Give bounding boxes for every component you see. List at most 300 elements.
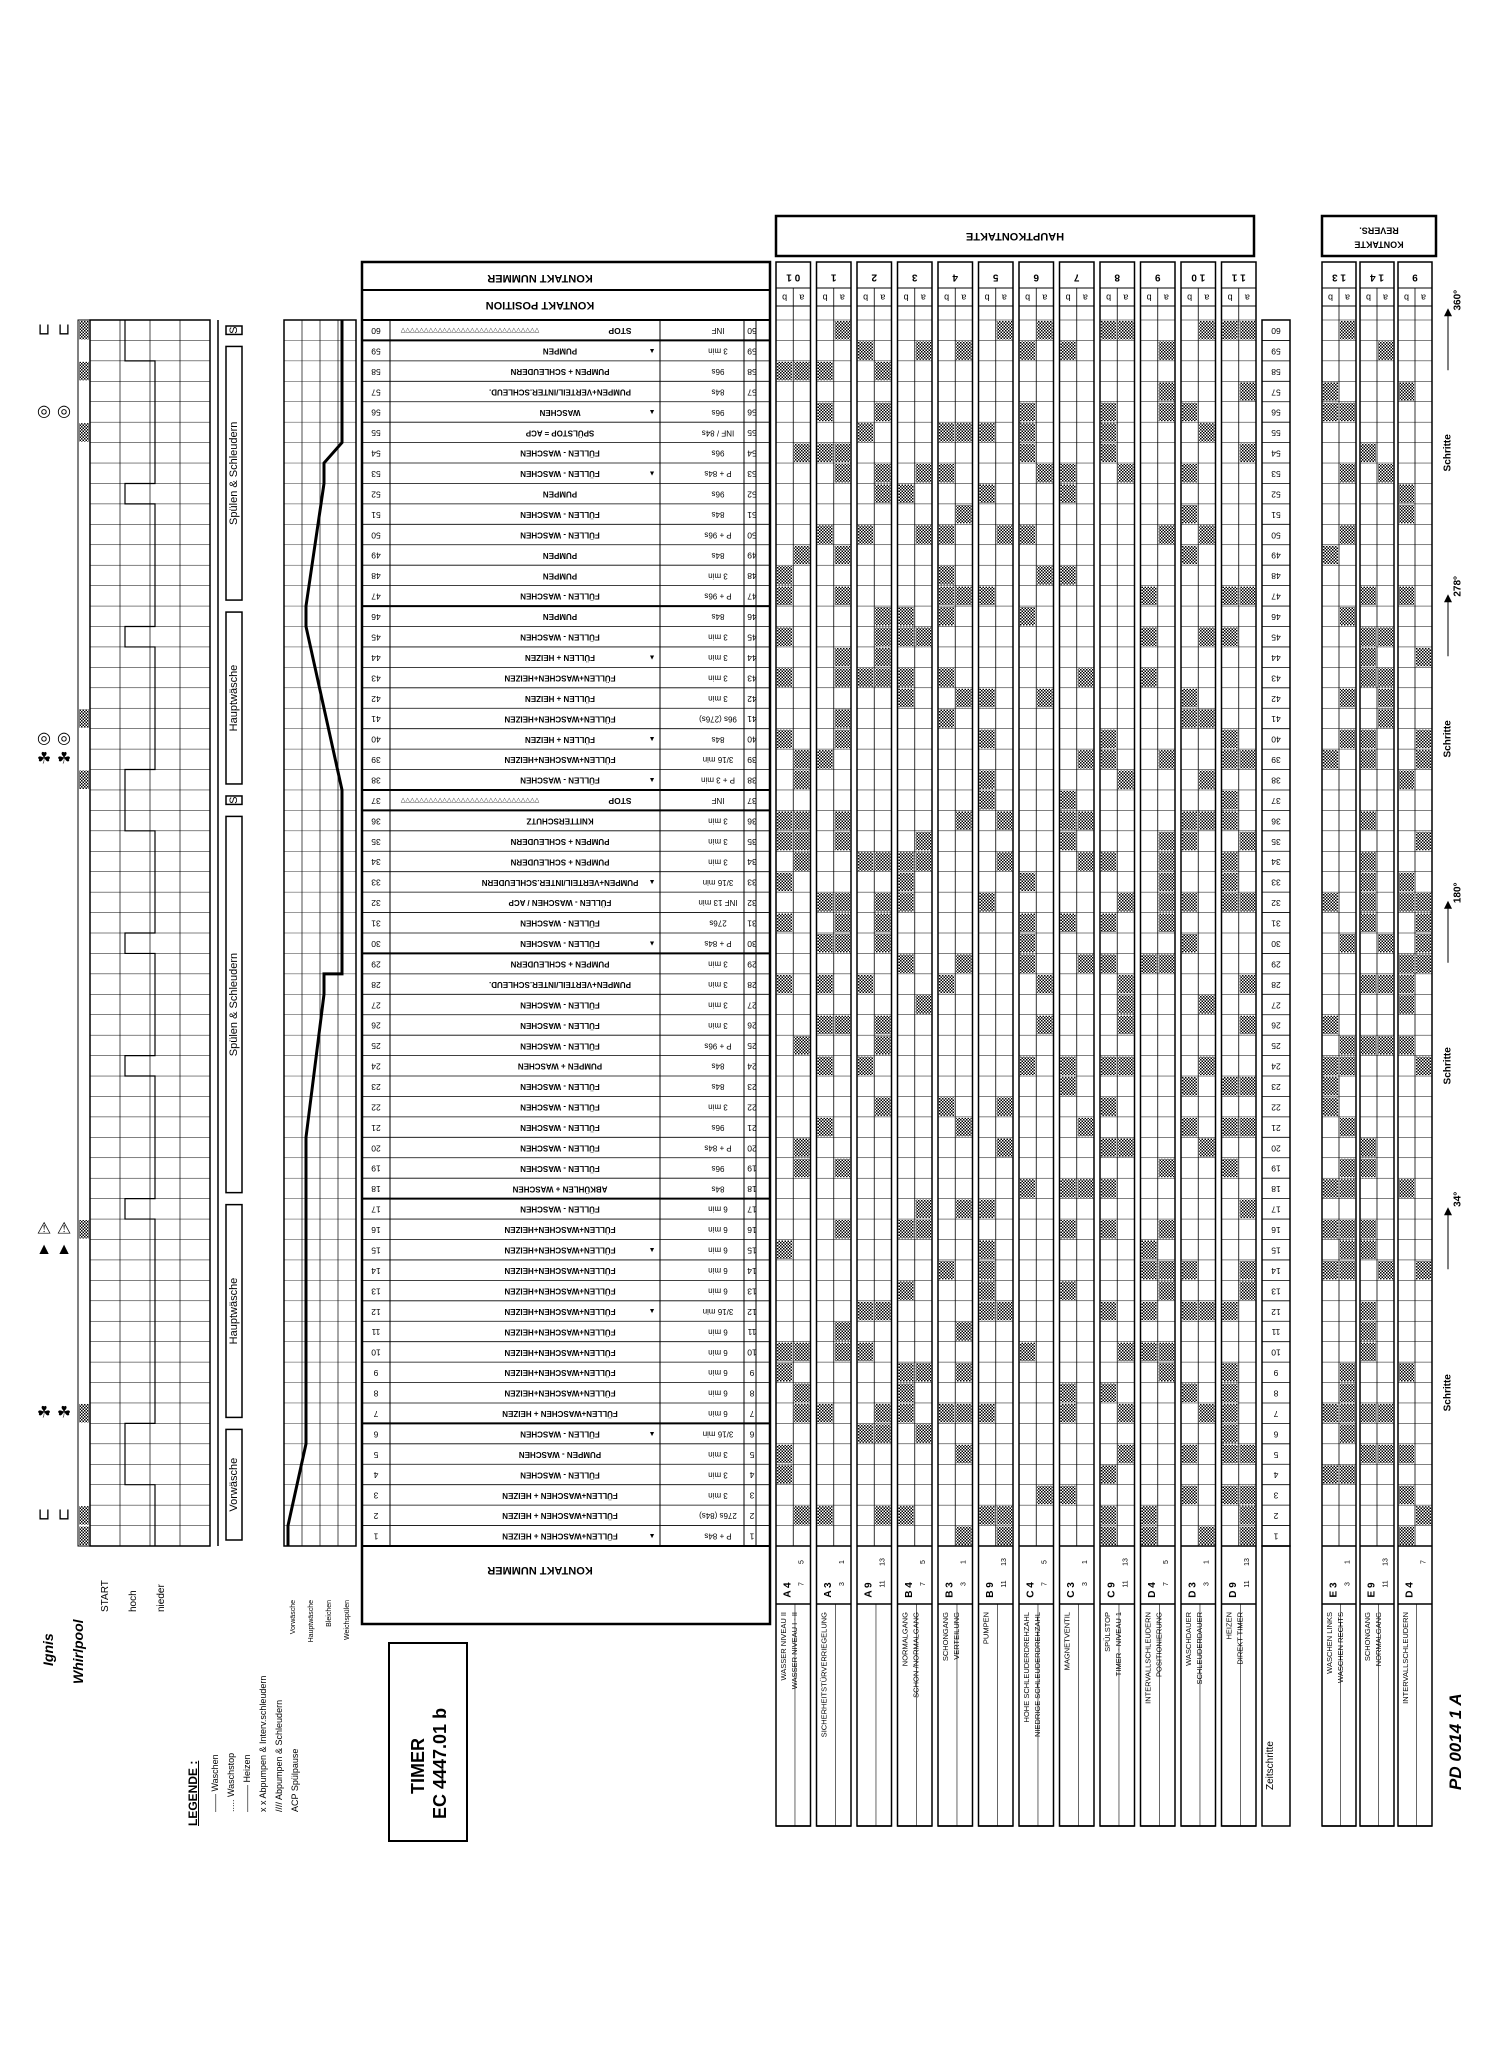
contact-closed-cell [1240,1281,1255,1299]
contact-closed-cell [1399,484,1414,502]
contact-closed-cell [875,1302,890,1320]
contact-closed-cell [899,689,914,707]
pin-number: 5 [1041,1560,1049,1564]
temperature-icon: ▲ [56,1240,72,1258]
phase-selector-label: Hauptwäsche [307,1600,315,1643]
contact-closed-cell [1399,873,1414,891]
step-operation: PUMPEN + WASCHEN [517,1061,603,1071]
contact-closed-cell [794,546,809,564]
contact-closed-cell [1142,1241,1157,1259]
step-number: 60 [371,325,381,336]
step-number: 29 [371,959,381,970]
revers-contact-num: 9 [1412,271,1418,283]
pin-number: 3 [839,1582,847,1586]
contact-closed-cell [1118,1057,1133,1075]
step-operation: FÜLLEN - WASCHEN [520,918,600,928]
ab-label: b [1187,292,1193,303]
step-number: 26 [371,1020,381,1031]
step-operation: PUMPEN + SCHLEUDERN [510,959,610,969]
step-number-right: 17 [1271,1204,1281,1215]
contact-closed-cell [980,1404,995,1422]
step-number-position: 31 [747,918,757,929]
step-number: 44 [371,652,381,663]
ab-label: a [1420,292,1427,303]
contact-closed-cell [1399,587,1414,605]
step-number-position: 47 [747,591,757,602]
contact-closed-cell [1199,709,1214,727]
step-time: 6 min [708,1368,728,1378]
contact-closed-cell [1061,484,1076,502]
contact-closed-cell [835,464,850,482]
contact-closed-cell [939,1097,954,1115]
step-number-position: 59 [747,346,757,357]
contact-closed-cell [1416,914,1431,932]
step-number-right: 50 [1271,530,1281,541]
brand-whirlpool: Whirlpool [70,1619,86,1684]
main-contact-num: 5 [992,271,999,283]
pin-number: 13 [1382,1558,1390,1566]
contact-closed-cell [875,1506,890,1524]
contact-closed-cell [1061,341,1076,359]
zeitschritte-label: Zeitschritte [1265,1741,1276,1790]
contact-closed-cell [1340,1261,1355,1279]
pin-number: 13 [1122,1558,1130,1566]
step-number-right: 14 [1271,1265,1281,1276]
contact-closed-cell [956,1363,971,1381]
step-number-position: 17 [747,1204,757,1215]
step-operation: PUMPEN - WASCHEN [518,1449,602,1459]
step-operation: FÜLLEN+WASCHEN + HEIZEN [502,1511,618,1521]
contact-closed-cell [1159,382,1174,400]
pin-number: 11 [1001,1580,1009,1588]
contact-closed-cell [835,914,850,932]
step-number: 14 [371,1265,381,1276]
legend-title: LEGENDE : [186,1760,200,1826]
contact-closed-cell [777,628,792,646]
contact-closed-cell [980,1302,995,1320]
contact-closed-cell [1159,1281,1174,1299]
step-operation: FÜLLEN - WASCHEN [520,469,600,479]
contact-closed-cell [1159,403,1174,421]
contact-closed-cell [1378,709,1393,727]
contact-closed-cell [1061,811,1076,829]
angle-arrow-head [1444,1207,1452,1215]
phase-band-label: S [227,326,240,334]
pin-number: 11 [879,1580,887,1588]
step-time: 3 min [708,959,728,969]
contact-closed-cell [1240,444,1255,462]
contact-closed-cell [875,403,890,421]
step-number-right: 24 [1271,1061,1281,1072]
contact-closed-cell [1361,1343,1376,1361]
contact-closed-cell [1101,954,1116,972]
step-operation: FÜLLEN+WASCHEN+HEIZEN [504,755,616,765]
ab-label: b [863,292,869,303]
contact-closed-cell [794,832,809,850]
ab-label: a [880,292,886,303]
step-time: 3/16 min [702,1306,734,1316]
step-number-position: 50 [747,530,757,541]
contact-closed-cell [1182,934,1197,952]
main-contact-label: SCHON-/NORMALGANG [911,1612,921,1698]
step-operation: PUMPEN + SCHLEUDERN [510,836,610,846]
ab-label: b [1403,292,1410,303]
contact-closed-cell [1323,1179,1338,1197]
step-time: 3 min [708,857,728,867]
contact-closed-cell [899,1363,914,1381]
contact-closed-cell [1223,1404,1238,1422]
step-number-right: 22 [1271,1102,1281,1113]
revers-contact-label: INTERVALLSCHLEUDERN [1400,1612,1410,1704]
step-number-position: 37 [747,795,757,806]
contact-closed-cell [899,668,914,686]
contact-closed-cell [980,587,995,605]
step-number-right: 60 [1271,325,1281,336]
contact-closed-cell [858,668,873,686]
contact-closed-cell [997,1506,1012,1524]
step-number: 18 [371,1184,381,1195]
contact-closed-cell [1378,1036,1393,1054]
contact-closed-cell [1020,444,1035,462]
contact-closed-cell [835,893,850,911]
angle-label: 34° [1452,1191,1464,1207]
step-number-position: 24 [747,1061,757,1072]
step-time: 3 min [708,346,728,356]
contact-closed-cell [1182,1302,1197,1320]
contact-closed-cell [1323,1220,1338,1238]
contact-closed-cell [1118,464,1133,482]
contact-closed-cell [818,362,833,380]
step-number: 42 [371,693,381,704]
ab-label: a [1082,292,1088,303]
contact-closed-cell [1399,1486,1414,1504]
contact-closed-cell [1378,1404,1393,1422]
step-number: 38 [371,775,381,786]
ab-label: a [1344,292,1351,303]
contact-closed-cell [899,954,914,972]
step-number-position: 29 [747,959,757,970]
phase-band-label: Spülen & Schleudern [227,421,240,525]
step-number: 50 [371,530,381,541]
contact-closed-cell [875,628,890,646]
contact-closed-cell [956,423,971,441]
contact-closed-cell [1399,382,1414,400]
contact-closed-cell [794,1138,809,1156]
main-contact-num: 6 [1033,271,1040,283]
contact-closed-cell [875,1097,890,1115]
step-time: 3 min [708,632,728,642]
step-time: 6 min [708,1245,728,1255]
contact-closed-cell [777,873,792,891]
step-time: 84s [711,612,725,622]
contact-closed-cell [1061,1486,1076,1504]
contact-closed-cell [939,525,954,543]
contact-closed-cell [1323,1404,1338,1422]
timer-label: TIMER [408,1738,428,1794]
main-contact-label: SCHLEUDERDAUER [1194,1612,1204,1685]
contact-closed-cell [1240,587,1255,605]
contact-closed-cell [1361,852,1376,870]
contact-closed-cell [1182,1118,1197,1136]
step-number-position: 15 [747,1245,757,1256]
step-number: 2 [373,1511,379,1522]
step-time: 3 min [708,1102,728,1112]
contact-closed-cell [980,893,995,911]
step-number-right: 58 [1271,366,1281,377]
step-time: INF [711,796,725,806]
schritte-label: Schritte [1442,720,1454,758]
step-number-right: 45 [1271,632,1281,643]
contact-closed-cell [899,628,914,646]
ab-label: a [1163,292,1169,303]
contact-closed-cell [980,730,995,748]
main-contact-code: D 3 [1187,1582,1199,1598]
contact-closed-cell [1020,341,1035,359]
contact-closed-cell [818,750,833,768]
contact-closed-cell [1399,505,1414,523]
contact-closed-cell [1199,1138,1214,1156]
contact-closed-cell [1240,1486,1255,1504]
contact-closed-cell [1020,934,1035,952]
step-operation: FÜLLEN+WASCHEN+HEIZEN [504,1266,616,1276]
contact-closed-cell [1159,1159,1174,1177]
contact-closed-cell [956,1527,971,1545]
step-operation: FÜLLEN+WASCHEN+HEIZEN [504,1245,616,1255]
step-number-position: 33 [747,877,757,888]
step-operation: PUMPEN + SCHLEUDERN [510,857,610,867]
contact-closed-cell [1182,1261,1197,1279]
step-operation: FÜLLEN - WASCHEN [520,510,600,520]
contact-closed-cell [875,852,890,870]
contact-closed-cell [1118,1138,1133,1156]
step-time: 3 min [708,1020,728,1030]
ab-label: b [1365,292,1372,303]
contact-closed-cell [835,668,850,686]
main-contact-num: 0 1 [786,271,801,283]
contact-closed-cell [1240,1261,1255,1279]
timer-model: EC 4447.01 b [430,1707,450,1819]
step-time: 6 min [708,1225,728,1235]
main-contact-label: NORMALGANG [900,1612,910,1667]
ab-label: b [822,292,828,303]
step-number-right: 33 [1271,877,1281,888]
contact-closed-cell [858,525,873,543]
contact-closed-cell [1061,791,1076,809]
pin-number: 7 [1420,1560,1428,1564]
contact-closed-cell [818,1057,833,1075]
step-number-right: 9 [1273,1368,1279,1379]
icon-marker-cell [79,709,89,727]
step-number: 39 [371,755,381,766]
contact-closed-cell [1240,832,1255,850]
contact-closed-cell [939,709,954,727]
contact-closed-cell [956,587,971,605]
acp-icon: ◎ [37,403,51,421]
step-number: 15 [371,1245,381,1256]
step-number: 8 [373,1388,379,1399]
contact-closed-cell [1378,1445,1393,1463]
pin-number: 7 [1163,1582,1171,1586]
ab-label: b [782,292,788,303]
contact-closed-cell [1101,852,1116,870]
contact-closed-cell [1020,423,1035,441]
contact-closed-cell [875,464,890,482]
ab-label: a [1042,292,1048,303]
step-number-position: 9 [749,1368,755,1379]
pin-number: 7 [798,1582,806,1586]
contact-closed-cell [1101,423,1116,441]
contact-closed-cell [858,852,873,870]
angle-arrow-head [1444,594,1452,602]
step-time: P + 84s [704,1143,732,1153]
contact-closed-cell [1340,1179,1355,1197]
contact-closed-cell [980,1261,995,1279]
contact-closed-cell [1323,1057,1338,1075]
step-number: 25 [371,1041,381,1052]
step-number-position: 54 [747,448,757,459]
contact-closed-cell [997,811,1012,829]
step-number: 40 [371,734,381,745]
step-number-right: 55 [1271,428,1281,439]
step-number-right: 18 [1271,1184,1281,1195]
step-marker: ▲ [648,469,656,477]
phase-band-label: Vorwäsche [227,1457,240,1512]
ab-label: a [1204,292,1210,303]
step-operation: FÜLLEN+WASCHEN+HEIZEN [504,1388,616,1398]
contact-closed-cell [939,1261,954,1279]
step-time: P + 84s [704,1531,732,1541]
pin-number: 13 [879,1558,887,1566]
contact-closed-cell [997,1527,1012,1545]
step-number-position: 10 [747,1347,757,1358]
icon-marker-cell [79,362,89,380]
step-number-position: 1 [749,1531,755,1542]
step-number: 34 [371,857,381,868]
contact-closed-cell [916,995,931,1013]
step-time: 84s [711,550,725,560]
contact-closed-cell [1223,1363,1238,1381]
spin-icon: ☘ [36,1404,52,1422]
contact-closed-cell [1378,628,1393,646]
contact-closed-cell [1399,954,1414,972]
spin-icon: ☘ [56,1404,72,1422]
contact-closed-cell [1361,628,1376,646]
contact-closed-cell [1361,1138,1376,1156]
contact-closed-cell [1020,525,1035,543]
step-number: 27 [371,1000,381,1011]
contact-closed-cell [1340,1241,1355,1259]
contact-closed-cell [980,484,995,502]
step-operation: FÜLLEN+WASCHEN+HEIZEN [504,1327,616,1337]
contact-closed-cell [1078,668,1093,686]
contact-closed-cell [818,525,833,543]
step-number-right: 23 [1271,1082,1281,1092]
contact-closed-cell [1118,321,1133,339]
contact-closed-cell [777,1363,792,1381]
contact-closed-cell [980,1281,995,1299]
contact-closed-cell [1361,730,1376,748]
step-operation: FÜLLEN - WASCHEN [520,530,600,540]
brand-ignis: Ignis [40,1633,56,1666]
step-operation: PUMPEN [542,612,578,622]
angle-label: 278° [1452,575,1464,597]
contact-closed-cell [1361,1159,1376,1177]
contact-closed-cell [818,1404,833,1422]
contact-closed-cell [939,668,954,686]
step-time: 84s [711,734,725,744]
revers-contact-code: E 3 [1328,1582,1340,1598]
step-number-position: 39 [747,755,757,766]
contact-closed-cell [1378,464,1393,482]
contact-closed-cell [1199,1404,1214,1422]
icon-marker-cell [79,321,89,339]
angle-arrow-head [1444,308,1452,316]
step-number-right: 52 [1271,489,1281,500]
contact-closed-cell [777,1445,792,1463]
contact-closed-cell [1101,1138,1116,1156]
main-contact-code: B 4 [904,1582,916,1598]
step-time: 3/16 min [702,1429,734,1439]
contact-closed-cell [899,873,914,891]
contact-closed-cell [1182,1486,1197,1504]
step-number-position: 19 [747,1163,757,1174]
contact-closed-cell [1182,464,1197,482]
contact-closed-cell [1378,689,1393,707]
tub-icon: ⊔ [37,321,51,339]
step-time: P + 96s [704,530,732,540]
contact-closed-cell [777,1465,792,1483]
contact-closed-cell [1142,1261,1157,1279]
main-contact-num: 9 [1154,271,1161,283]
step-number: 1 [373,1531,379,1542]
contact-closed-cell [899,1384,914,1402]
contact-closed-cell [875,1404,890,1422]
contact-closed-cell [1361,1036,1376,1054]
contact-closed-cell [1182,709,1197,727]
step-number: 23 [371,1082,381,1092]
main-contact-label: WASSER NIVEAU II [778,1612,788,1681]
step-time: P + 96s [704,591,732,601]
contact-closed-cell [777,811,792,829]
step-number-position: 55 [747,428,757,439]
contact-closed-cell [1240,1016,1255,1034]
contact-closed-cell [1020,1057,1035,1075]
contact-closed-cell [1061,1281,1076,1299]
ab-label: b [984,292,990,303]
ab-label: a [1123,292,1129,303]
contact-closed-cell [1118,1016,1133,1034]
contact-closed-cell [916,341,931,359]
contact-closed-cell [875,668,890,686]
contact-closed-cell [818,1016,833,1034]
step-number-position: 42 [747,693,757,704]
contact-closed-cell [835,1016,850,1034]
contact-closed-cell [1101,1220,1116,1238]
contact-closed-cell [1240,1077,1255,1095]
step-number-position: 30 [747,938,757,949]
contact-closed-cell [1323,1465,1338,1483]
step-time: 3 min [708,653,728,663]
contact-closed-cell [1020,914,1035,932]
step-number-position: 46 [747,612,757,623]
step-time: 3 min [708,1490,728,1500]
step-number-right: 46 [1271,612,1281,623]
step-operation: FÜLLEN - WASCHEN [520,1470,600,1480]
step-number: 35 [371,836,381,847]
contact-closed-cell [1182,832,1197,850]
acp-icon: ◎ [57,730,71,748]
contact-closed-cell [1340,1057,1355,1075]
